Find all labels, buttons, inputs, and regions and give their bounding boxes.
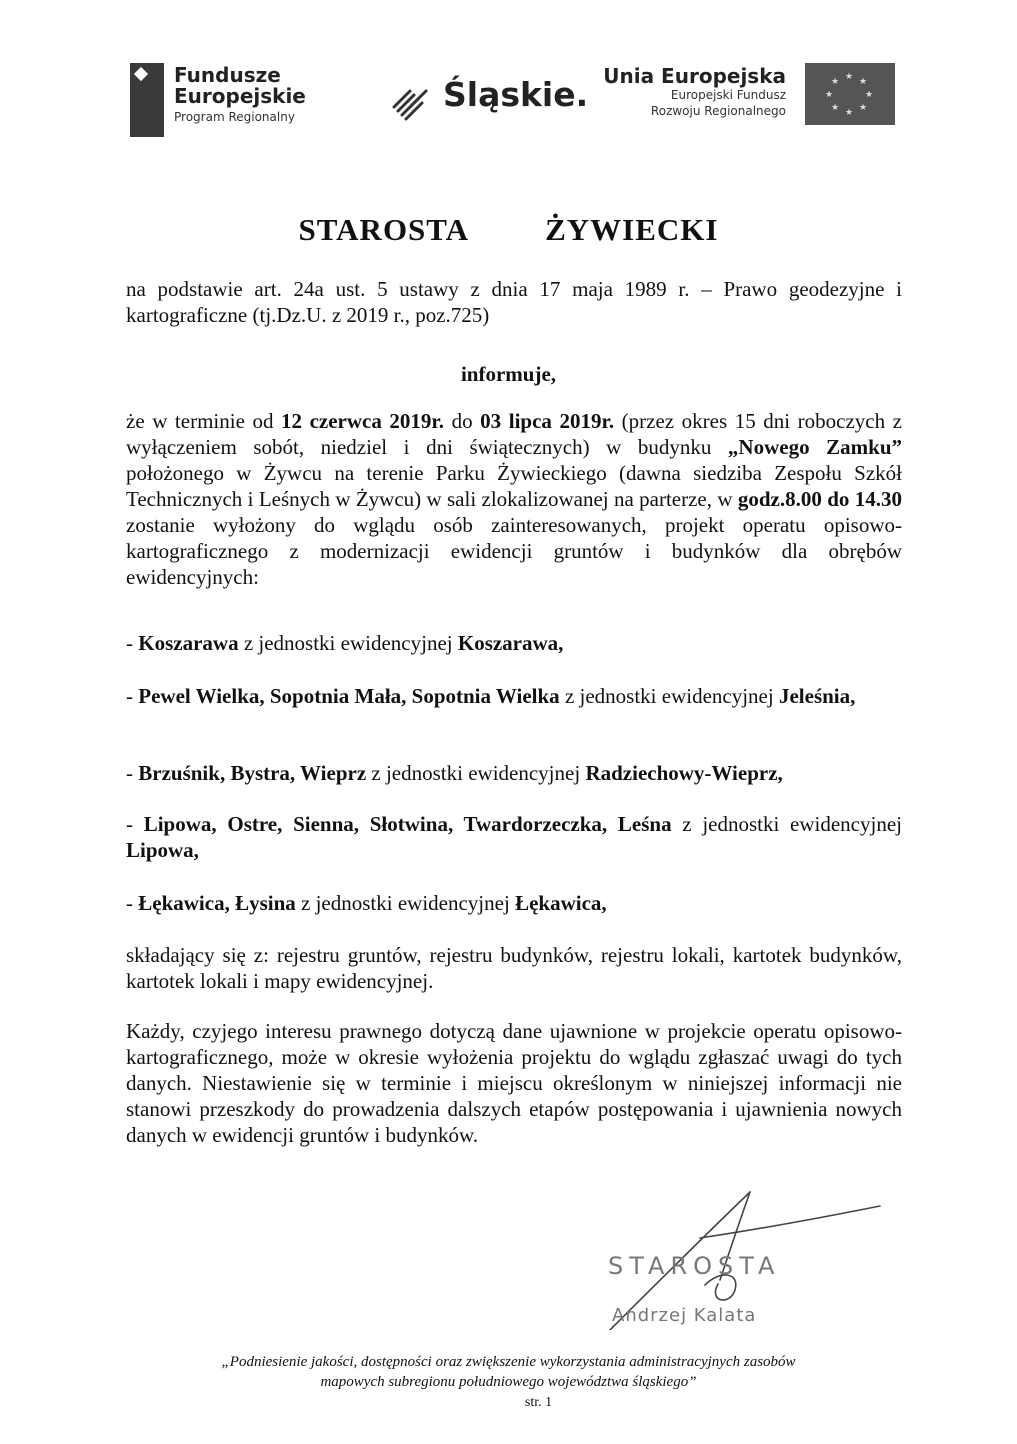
list-item [126, 811, 902, 863]
footer-line2: mapowych subregionu południowego województwa śląskiego” [320, 1374, 697, 1390]
item-unit: Koszarawa, [457, 631, 564, 655]
list-item [126, 683, 902, 709]
item-mid: z jednostki ewidencyjnej [559, 684, 779, 708]
page-number: str. 1 [524, 1395, 553, 1410]
item-dash: - [126, 631, 139, 655]
item-unit: Jeleśnia, [778, 684, 856, 708]
end-date: 03 lipca 2019r. [480, 409, 615, 433]
item-mid: z jednostki ewidencyjnej [295, 891, 516, 915]
main-text-3: (przez okres 15 dni roboczych z wyłączeniem sobót, niedziel i dni świątecznych) w budynku [126, 409, 903, 459]
item-mid: z jednostki ewidencyjnej [366, 761, 586, 785]
fundusze-europejskie-logo-icon [130, 63, 164, 137]
eu-flag-icon: ★ ★ ★ ★ ★ ★ ★ ★ [805, 63, 895, 125]
slaskie-logo: Śląskie. [443, 75, 589, 114]
item-unit: Łękawica, [515, 891, 607, 915]
item-mid: z jednostki ewidencyjnej [238, 631, 458, 655]
intro-paragraph: na podstawie art. 24a ust. 5 ustawy z dnia 17 maja 1989 r. – Prawo geodezyjne i kartograficzne (tj.Dz.U. z 2019 r., poz.725) [126, 277, 902, 327]
informuje-heading: informuje, [460, 362, 557, 386]
stamp-title: STAROSTA [608, 1252, 781, 1280]
item-names: Koszarawa [138, 631, 239, 655]
main-text-2: do [444, 409, 481, 433]
start-date: 12 czerwca 2019r. [281, 409, 445, 433]
stamp-name: Andrzej Kalata [612, 1305, 757, 1326]
fundusze-europejskie-logo [174, 65, 306, 124]
item-dash: - [126, 812, 144, 836]
main-text-5: zostanie wyłożony do wglądu osób zainteresowanych, projekt operatu opisowo-kartograficznego z modernizacji ewidencji gruntów i budynków dla obrębów ewidencyjnych: [126, 513, 902, 589]
footer-line1: „Podniesienie jakości, dostępności oraz zwiększenie wykorzystania administracyjnych zasobów [221, 1354, 796, 1370]
item-dash: - [126, 684, 139, 708]
building-name: „Nowego Zamku” [727, 435, 902, 459]
item-dash: - [126, 891, 139, 915]
unia-line1: Unia Europejska [603, 64, 786, 88]
fundusze-line1: Fundusze [174, 63, 281, 87]
item-names: Łękawica, Łysina [138, 891, 296, 915]
item-mid: z jednostki ewidencyjnej [671, 812, 902, 836]
item-names: Lipowa, Ostre, Sienna, Słotwina, Twardorzeczka, Leśna [143, 812, 672, 836]
list-item [126, 630, 902, 656]
list-item [126, 760, 902, 786]
item-unit: Radziechowy-Wieprz, [585, 761, 783, 785]
item-names: Brzuśnik, Bystra, Wieprz [138, 761, 367, 785]
main-text-4: położonego w Żywcu na terenie Parku Żywieckiego (dawna siedziba Zespołu Szkół Technicznych i Leśnych w Żywcu) w sali zlokalizowanej na parterze, w [126, 461, 902, 511]
unia-line3: Rozwoju Regionalnego [650, 104, 786, 118]
unia-europejska-logo [560, 65, 786, 119]
slaskie-logo-icon [388, 77, 432, 121]
unia-line2: Europejski Fundusz [670, 88, 786, 102]
item-names: Pewel Wielka, Sopotnia Mała, Sopotnia Wielka [138, 684, 560, 708]
page-title [0, 212, 1017, 248]
item-unit: Lipowa, [126, 838, 199, 862]
opening-hours: godz.8.00 do 14.30 [737, 487, 902, 511]
title-word2: ŻYWIECKI [545, 212, 719, 247]
fundusze-line2: Europejskie [174, 84, 306, 108]
main-paragraph [126, 408, 902, 590]
title-word1: STAROSTA [298, 212, 470, 247]
composition-paragraph: składający się z: rejestru gruntów, rejestru budynków, rejestru lokali, kartotek budynków, kartotek lokali i mapy ewidencyjnej. [126, 943, 902, 993]
list-item [126, 890, 902, 916]
item-dash: - [126, 761, 139, 785]
footer-project [0, 1352, 1017, 1392]
fundusze-line3: Program Regionalny [174, 110, 295, 124]
logo-bar [0, 55, 1017, 145]
closing-paragraph: Każdy, czyjego interesu prawnego dotyczą dane ujawnione w projekcie operatu opisowo-kartograficznego, może w okresie wyłożenia projektu do wglądu zgłaszać uwagi do tych danych. Niestawienie się w terminie i miejscu określonym w niniejszej informacji nie stanowi przeszkody do prowadzenia dalszych etapów postępowania i ujawnienia nowych danych w ewidencji gruntów i budynków. [126, 1019, 902, 1147]
main-text-1: że w terminie od [126, 409, 282, 433]
